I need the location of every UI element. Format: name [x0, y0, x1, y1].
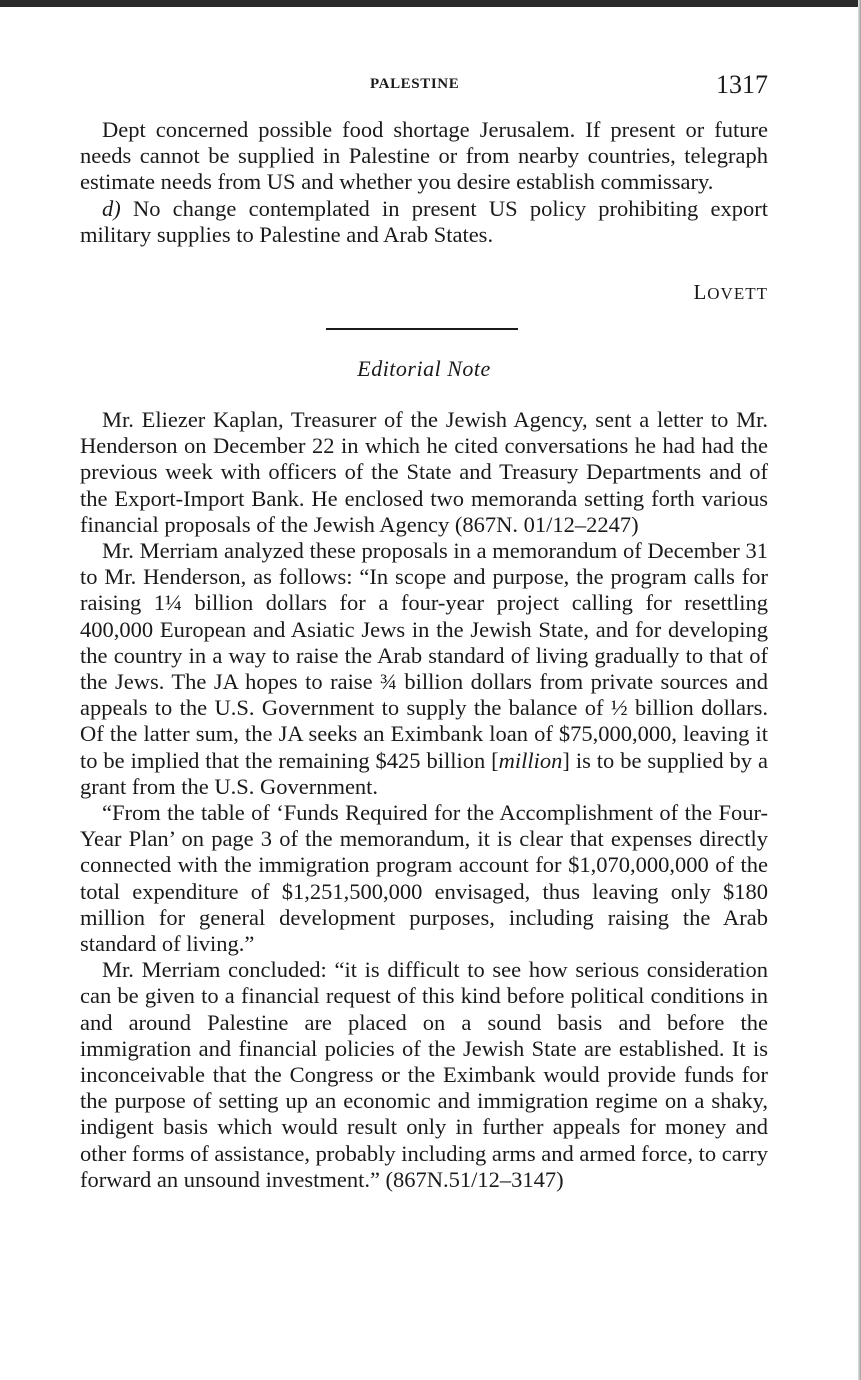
item-label-d: d) — [102, 195, 121, 221]
running-head — [80, 70, 768, 102]
signature-lovett — [693, 280, 768, 305]
page-number: 1317 — [716, 70, 768, 99]
merriam-analysis-correction: million — [498, 747, 563, 773]
running-title: PALESTINE — [370, 76, 460, 92]
editorial-paragraph-merriam-conclusion: Mr. Merriam concluded: “it is difficult to see how serious consideration can be given to a financial request of this kind before political conditions in and around Palestine are placed on a sound basis and before the immigration and financial policies of the Jewish State are established. It is inconceivable that the Congress or the Eximbank would provide funds for the purpose of setting up an economic and immigration regime on a shaky, indigent basis which would result only in further appeals for money and other forms of assistance, probably including arms and armed force, to carry forward an unsound investment.” (867N.51/12–3147) — [80, 957, 768, 1192]
editorial-paragraph-kaplan: Mr. Eliezer Kaplan, Treasurer of the Jewish Agency, sent a letter to Mr. Henderson on December 22 in which he cited conversations he had had the previous week with officers of the State and Treasury Departments and of the Export-Import Bank. He enclosed two memoranda setting forth various financial proposals of the Jewish Agency (867N. 01/12–2247) — [80, 407, 768, 537]
merriam-analysis-part-1: Mr. Merriam analyzed these proposals in a memorandum of December 31 to Mr. Henderson, as follows: “In scope and purpose, the program calls for raising 1¼ billion dollars for a four-year project calling for resettling 400,000 European and Asiatic Jews in the Jewish State, and for developing the country in a way to raise the Arab standard of living gradually to that of the Jews. The JA hopes to raise ¾ billion dollars from private sources and appeals to the U.S. Government to supply the balance of ½ billion dollars. Of the latter sum, the JA seeks an Eximbank loan of $75,000,000, leaving it to be implied that the remaining $425 billion [ — [80, 538, 768, 773]
item-d-text: No change contemplated in present US policy prohibiting export military supplies to Palestine and Arab States. — [80, 195, 768, 247]
editorial-note-heading: Editorial Note — [357, 356, 491, 381]
scan-top-edge — [0, 0, 861, 7]
telegram-continuation — [80, 117, 768, 248]
signature-rest: OVETT — [707, 284, 768, 303]
signature-initial: L — [693, 280, 708, 304]
merriam-analysis-part-2: ] is to be supplied by a grant from the U.S. Government. — [80, 747, 768, 799]
section-divider — [326, 328, 518, 330]
telegram-paragraph-food: Dept concerned possible food shortage Jerusalem. If present or future needs cannot be supplied in Palestine or from nearby countries, telegraph estimate needs from US and whether you desire establish commissary. — [80, 117, 768, 195]
editorial-paragraph-merriam-analysis — [80, 538, 768, 800]
telegram-paragraph-d — [80, 196, 768, 248]
editorial-paragraph-funds-table: “From the table of ‘Funds Required for the Accomplishment of the Four-Year Plan’ on page 3 of the memorandum, it is clear that expenses directly connected with the immigration program account for $1,070,000,000 of the total expenditure of $1,251,500,000 envisaged, thus leaving only $180 million for general development purposes, including raising the Arab standard of living.” — [80, 800, 768, 957]
editorial-note-body — [80, 407, 768, 1193]
